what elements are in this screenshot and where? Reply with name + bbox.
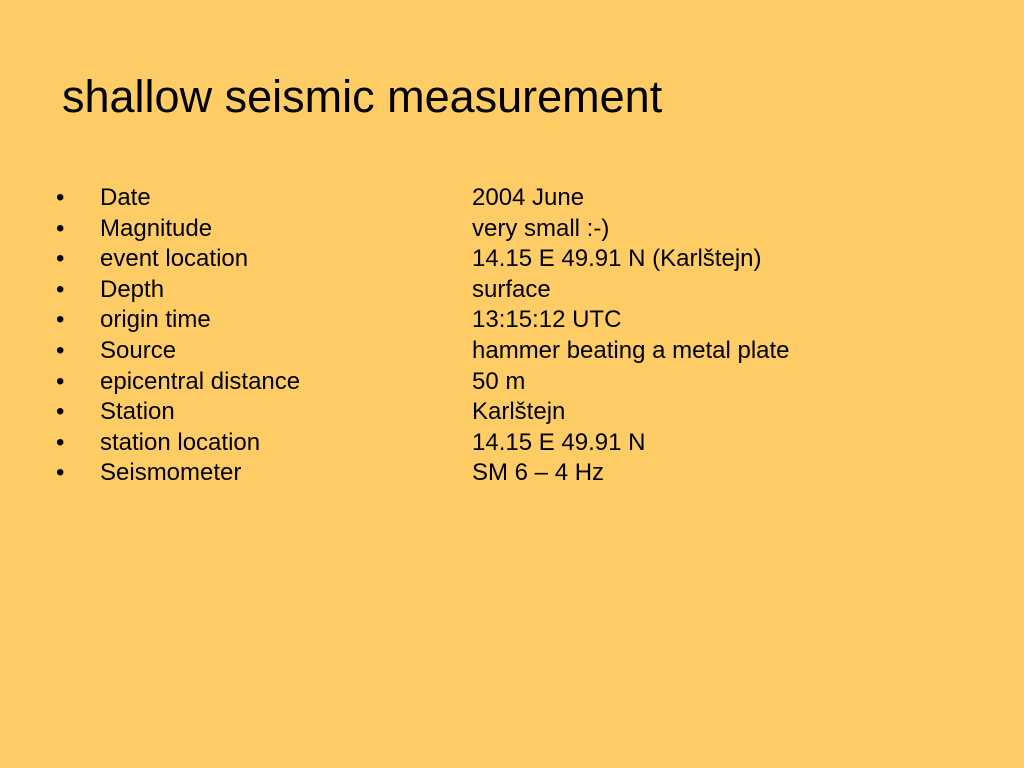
bullet-icon: • (56, 336, 65, 364)
bullet-icon: • (56, 398, 65, 426)
item-label: Magnitude (100, 214, 213, 242)
item-label: station location (100, 428, 261, 456)
item-value: very small :-) (472, 214, 610, 242)
bullet-icon: • (56, 428, 65, 456)
bullet-icon: • (56, 459, 65, 487)
item-label: Depth (100, 275, 165, 303)
bullet-icon: • (56, 367, 65, 395)
bullet-icon: • (56, 275, 65, 303)
item-label: Date (100, 184, 151, 211)
item-label: Station (100, 398, 175, 426)
bullet-icon: • (56, 245, 65, 273)
item-value: 14.15 E 49.91 N (Karlštejn) (472, 245, 762, 273)
item-label: Seismometer (100, 459, 242, 487)
item-label: origin time (100, 306, 211, 334)
item-value: SM 6 – 4 Hz (472, 459, 605, 487)
item-value: Karlštejn (472, 398, 566, 426)
item-label: event location (100, 245, 249, 273)
item-value: hammer beating a metal plate (472, 336, 790, 364)
bullet-icon: • (56, 306, 65, 334)
item-value: 13:15:12 UTC (472, 306, 622, 334)
item-value: 2004 June (472, 184, 585, 211)
item-label: Source (100, 336, 177, 364)
slide-title: shallow seismic measurement (62, 71, 663, 122)
bullet-icon: • (56, 214, 65, 242)
item-value: 50 m (472, 367, 526, 395)
item-label: epicentral distance (100, 367, 301, 395)
item-value: 14.15 E 49.91 N (472, 428, 646, 456)
bullet-icon: • (56, 184, 65, 211)
item-value: surface (472, 275, 551, 303)
